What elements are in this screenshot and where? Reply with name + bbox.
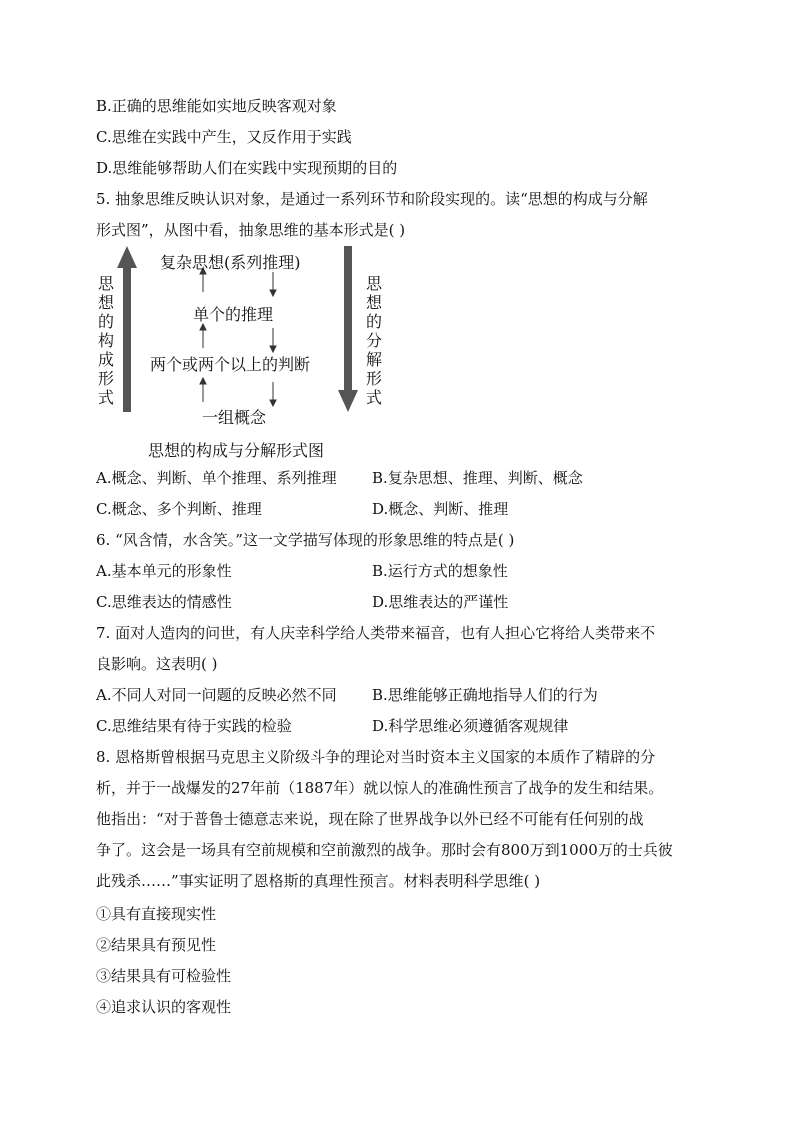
q5-option-a: A.概念、判断、单个推理、系列推理: [96, 469, 337, 487]
node-judgments: 两个或两个以上的判断: [150, 355, 311, 374]
q8-stem-line1: 8. 恩格斯曾根据马克思主义阶级斗争的理论对当时资本主义国家的本质作了精辟的分: [96, 748, 656, 766]
construction-up-arrow: [117, 246, 137, 412]
q7-option-b: B.思维能够正确地指导人们的行为: [372, 686, 598, 704]
q6-option-d: D.思维表达的严谨性: [372, 593, 509, 611]
diagram-caption: 思想的构成与分解形式图: [148, 441, 325, 460]
q6-option-c: C.思维表达的情感性: [96, 593, 232, 611]
q6-option-b: B.运行方式的想象性: [372, 562, 508, 580]
q7-option-d: D.科学思维必须遵循客观规律: [372, 717, 569, 735]
q6-stem: 6. “风含情，水含笑。”这一文学描写体现的形象思维的特点是( ): [96, 531, 515, 549]
q8-item-1: ①具有直接现实性: [96, 905, 217, 923]
q7-stem-line1: 7. 面对人造肉的问世，有人庆幸科学给人类带来福音，也有人担心它将给人类带来不: [96, 624, 656, 642]
q5-option-c: C.概念、多个判断、推理: [96, 500, 262, 518]
q4-option-c: C.思维在实践中产生，又反作用于实践: [96, 128, 352, 146]
q4-option-d: D.思维能够帮助人们在实践中实现预期的目的: [96, 159, 398, 177]
q8-stem-line4: 争了。这会是一场具有空前规模和空前激烈的战争。那时会有800万到1000万的士兵彼: [96, 841, 673, 859]
construction-form-label: 思 想 的 构 成 形 式: [97, 274, 114, 407]
q6-option-a: A.基本单元的形象性: [96, 562, 232, 580]
q8-item-4: ④追求认识的客观性: [96, 998, 232, 1016]
q7-option-c: C.思维结果有待于实践的检验: [96, 717, 292, 735]
decomposition-down-arrow: [338, 246, 358, 412]
q5-option-b: B.复杂思想、推理、判断、概念: [372, 469, 583, 487]
node-concepts: 一组概念: [202, 408, 267, 427]
thought-structure-diagram: [90, 246, 390, 446]
q8-item-3: ③结果具有可检验性: [96, 967, 232, 985]
node-single-inference: 单个的推理: [193, 305, 274, 324]
node-complex-thought: 复杂思想(系列推理): [160, 253, 301, 272]
q7-option-a: A.不同人对同一问题的反映必然不同: [96, 686, 337, 704]
decomposition-form-label: 思 想 的 分 解 形 式: [365, 274, 382, 407]
q4-option-b: B.正确的思维能如实地反映客观对象: [96, 97, 337, 115]
q8-stem-line5: 此残杀……”事实证明了恩格斯的真理性预言。材料表明科学思维( ): [96, 872, 541, 890]
q5-stem-line1: 5. 抽象思维反映认识对象，是通过一系列环节和阶段实现的。读“思想的构成与分解: [96, 190, 648, 208]
q8-item-2: ②结果具有预见性: [96, 936, 217, 954]
q5-option-d: D.概念、判断、推理: [372, 500, 509, 518]
q5-stem-line2: 形式图”，从图中看，抽象思维的基本形式是( ): [96, 221, 406, 239]
q8-stem-line3: 他指出：“对于普鲁士德意志来说，现在除了世界战争以外已经不可能有任何别的战: [96, 810, 644, 828]
q7-stem-line2: 良影响。这表明( ): [96, 655, 218, 673]
q8-stem-line2: 析，并于一战爆发的27年前（1887年）就以惊人的准确性预言了战争的发生和结果。: [96, 779, 664, 797]
